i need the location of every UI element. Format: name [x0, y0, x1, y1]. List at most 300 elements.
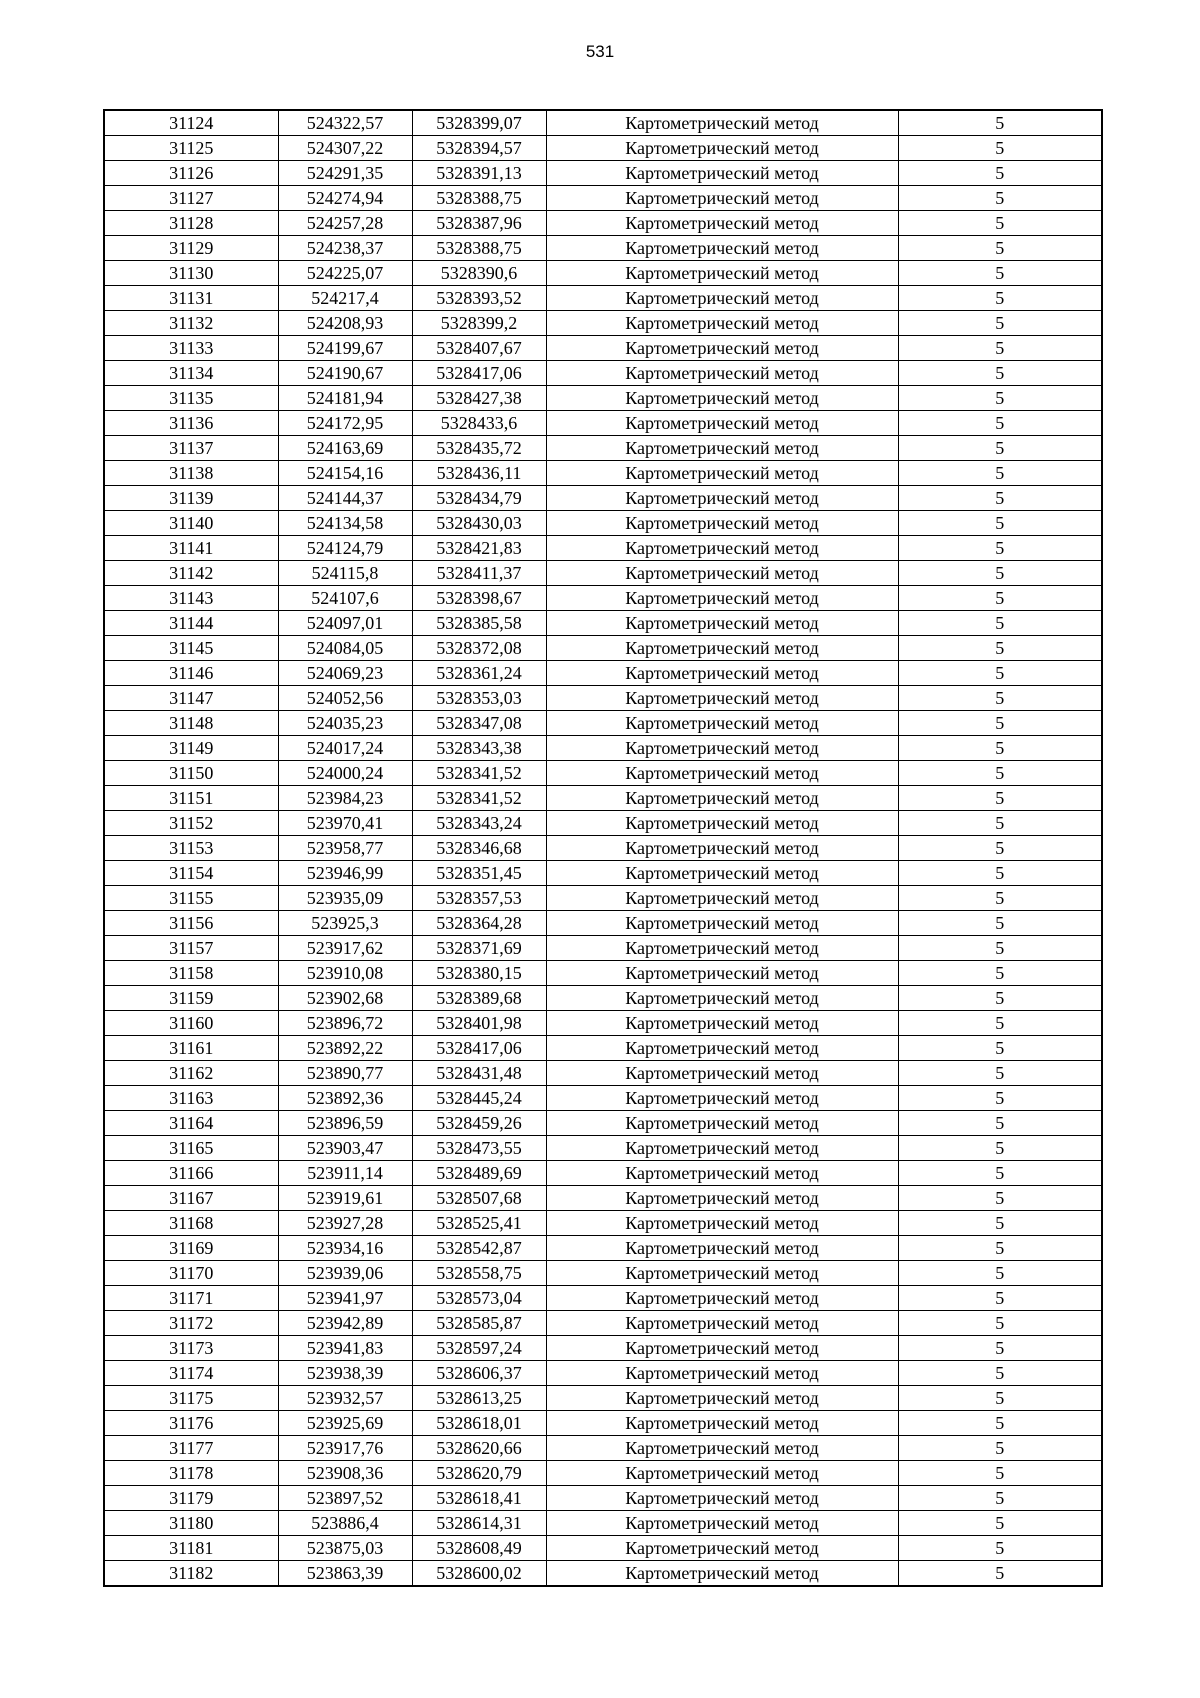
x-coordinate-cell: 523902,68: [278, 986, 412, 1011]
method-cell: Картометрический метод: [546, 1186, 898, 1211]
x-coordinate-cell: 524225,07: [278, 261, 412, 286]
method-cell: Картометрический метод: [546, 286, 898, 311]
point-number-cell: 31179: [104, 1486, 278, 1511]
accuracy-cell: 5: [898, 1561, 1102, 1587]
accuracy-cell: 5: [898, 711, 1102, 736]
x-coordinate-cell: 524322,57: [278, 110, 412, 136]
y-coordinate-cell: 5328391,13: [412, 161, 546, 186]
accuracy-cell: 5: [898, 211, 1102, 236]
table-row: [104, 861, 1102, 886]
table-row: [104, 1061, 1102, 1086]
table-row: [104, 110, 1102, 136]
accuracy-cell: 5: [898, 136, 1102, 161]
accuracy-cell: 5: [898, 1536, 1102, 1561]
table-row: [104, 461, 1102, 486]
table-row: [104, 386, 1102, 411]
accuracy-cell: 5: [898, 811, 1102, 836]
x-coordinate-cell: 524017,24: [278, 736, 412, 761]
point-number-cell: 31160: [104, 1011, 278, 1036]
x-coordinate-cell: 523910,08: [278, 961, 412, 986]
x-coordinate-cell: 524190,67: [278, 361, 412, 386]
x-coordinate-cell: 524163,69: [278, 436, 412, 461]
method-cell: Картометрический метод: [546, 836, 898, 861]
point-number-cell: 31128: [104, 211, 278, 236]
accuracy-cell: 5: [898, 1236, 1102, 1261]
table-row: [104, 1336, 1102, 1361]
accuracy-cell: 5: [898, 436, 1102, 461]
table-row: [104, 1436, 1102, 1461]
x-coordinate-cell: 523946,99: [278, 861, 412, 886]
x-coordinate-cell: 523938,39: [278, 1361, 412, 1386]
x-coordinate-cell: 523932,57: [278, 1386, 412, 1411]
point-number-cell: 31147: [104, 686, 278, 711]
accuracy-cell: 5: [898, 486, 1102, 511]
y-coordinate-cell: 5328620,66: [412, 1436, 546, 1461]
accuracy-cell: 5: [898, 1386, 1102, 1411]
method-cell: Картометрический метод: [546, 1061, 898, 1086]
point-number-cell: 31127: [104, 186, 278, 211]
table-row: [104, 1011, 1102, 1036]
y-coordinate-cell: 5328372,08: [412, 636, 546, 661]
method-cell: Картометрический метод: [546, 1211, 898, 1236]
x-coordinate-cell: 523896,59: [278, 1111, 412, 1136]
method-cell: Картометрический метод: [546, 1336, 898, 1361]
accuracy-cell: 5: [898, 1411, 1102, 1436]
y-coordinate-cell: 5328608,49: [412, 1536, 546, 1561]
y-coordinate-cell: 5328407,67: [412, 336, 546, 361]
table-row: [104, 436, 1102, 461]
method-cell: Картометрический метод: [546, 1361, 898, 1386]
method-cell: Картометрический метод: [546, 411, 898, 436]
point-number-cell: 31138: [104, 461, 278, 486]
method-cell: Картометрический метод: [546, 811, 898, 836]
method-cell: Картометрический метод: [546, 561, 898, 586]
method-cell: Картометрический метод: [546, 636, 898, 661]
table-row: [104, 586, 1102, 611]
x-coordinate-cell: 523927,28: [278, 1211, 412, 1236]
method-cell: Картометрический метод: [546, 861, 898, 886]
table-row: [104, 936, 1102, 961]
y-coordinate-cell: 5328343,38: [412, 736, 546, 761]
point-number-cell: 31172: [104, 1311, 278, 1336]
method-cell: Картометрический метод: [546, 736, 898, 761]
accuracy-cell: 5: [898, 1461, 1102, 1486]
x-coordinate-cell: 524291,35: [278, 161, 412, 186]
point-number-cell: 31139: [104, 486, 278, 511]
x-coordinate-cell: 524000,24: [278, 761, 412, 786]
accuracy-cell: 5: [898, 961, 1102, 986]
point-number-cell: 31141: [104, 536, 278, 561]
y-coordinate-cell: 5328606,37: [412, 1361, 546, 1386]
y-coordinate-cell: 5328507,68: [412, 1186, 546, 1211]
table-row: [104, 1211, 1102, 1236]
x-coordinate-cell: 523925,69: [278, 1411, 412, 1436]
x-coordinate-cell: 523942,89: [278, 1311, 412, 1336]
y-coordinate-cell: 5328411,37: [412, 561, 546, 586]
point-number-cell: 31168: [104, 1211, 278, 1236]
table-row: [104, 611, 1102, 636]
method-cell: Картометрический метод: [546, 211, 898, 236]
table-row: [104, 536, 1102, 561]
table-row: [104, 136, 1102, 161]
table-row: [104, 311, 1102, 336]
y-coordinate-cell: 5328436,11: [412, 461, 546, 486]
accuracy-cell: 5: [898, 1361, 1102, 1386]
y-coordinate-cell: 5328445,24: [412, 1086, 546, 1111]
y-coordinate-cell: 5328434,79: [412, 486, 546, 511]
y-coordinate-cell: 5328525,41: [412, 1211, 546, 1236]
point-number-cell: 31166: [104, 1161, 278, 1186]
accuracy-cell: 5: [898, 1311, 1102, 1336]
table-row: [104, 336, 1102, 361]
x-coordinate-cell: 524257,28: [278, 211, 412, 236]
y-coordinate-cell: 5328387,96: [412, 211, 546, 236]
method-cell: Картометрический метод: [546, 261, 898, 286]
y-coordinate-cell: 5328459,26: [412, 1111, 546, 1136]
y-coordinate-cell: 5328399,07: [412, 110, 546, 136]
accuracy-cell: 5: [898, 536, 1102, 561]
y-coordinate-cell: 5328380,15: [412, 961, 546, 986]
point-number-cell: 31136: [104, 411, 278, 436]
x-coordinate-cell: 523903,47: [278, 1136, 412, 1161]
y-coordinate-cell: 5328417,06: [412, 1036, 546, 1061]
point-number-cell: 31178: [104, 1461, 278, 1486]
point-number-cell: 31157: [104, 936, 278, 961]
y-coordinate-cell: 5328613,25: [412, 1386, 546, 1411]
x-coordinate-cell: 523958,77: [278, 836, 412, 861]
method-cell: Картометрический метод: [546, 511, 898, 536]
table-row: [104, 161, 1102, 186]
point-number-cell: 31148: [104, 711, 278, 736]
table-row: [104, 761, 1102, 786]
x-coordinate-cell: 524217,4: [278, 286, 412, 311]
accuracy-cell: 5: [898, 386, 1102, 411]
point-number-cell: 31151: [104, 786, 278, 811]
method-cell: Картометрический метод: [546, 686, 898, 711]
method-cell: Картометрический метод: [546, 1436, 898, 1461]
table-row: [104, 1511, 1102, 1536]
table-row: [104, 1461, 1102, 1486]
accuracy-cell: 5: [898, 1511, 1102, 1536]
accuracy-cell: 5: [898, 736, 1102, 761]
x-coordinate-cell: 523875,03: [278, 1536, 412, 1561]
x-coordinate-cell: 523892,22: [278, 1036, 412, 1061]
method-cell: Картометрический метод: [546, 386, 898, 411]
point-number-cell: 31124: [104, 110, 278, 136]
table-row: [104, 886, 1102, 911]
point-number-cell: 31182: [104, 1561, 278, 1587]
x-coordinate-cell: 524172,95: [278, 411, 412, 436]
accuracy-cell: 5: [898, 110, 1102, 136]
method-cell: Картометрический метод: [546, 1486, 898, 1511]
y-coordinate-cell: 5328399,2: [412, 311, 546, 336]
y-coordinate-cell: 5328361,24: [412, 661, 546, 686]
table-row: [104, 1086, 1102, 1111]
table-row: [104, 411, 1102, 436]
point-number-cell: 31176: [104, 1411, 278, 1436]
point-number-cell: 31181: [104, 1536, 278, 1561]
accuracy-cell: 5: [898, 836, 1102, 861]
y-coordinate-cell: 5328417,06: [412, 361, 546, 386]
table-row: [104, 1286, 1102, 1311]
table-row: [104, 186, 1102, 211]
accuracy-cell: 5: [898, 1336, 1102, 1361]
y-coordinate-cell: 5328430,03: [412, 511, 546, 536]
accuracy-cell: 5: [898, 361, 1102, 386]
point-number-cell: 31162: [104, 1061, 278, 1086]
y-coordinate-cell: 5328341,52: [412, 761, 546, 786]
x-coordinate-cell: 523934,16: [278, 1236, 412, 1261]
x-coordinate-cell: 524238,37: [278, 236, 412, 261]
table-row: [104, 1561, 1102, 1587]
x-coordinate-cell: 524084,05: [278, 636, 412, 661]
y-coordinate-cell: 5328398,67: [412, 586, 546, 611]
accuracy-cell: 5: [898, 936, 1102, 961]
point-number-cell: 31134: [104, 361, 278, 386]
table-row: [104, 211, 1102, 236]
accuracy-cell: 5: [898, 1136, 1102, 1161]
accuracy-cell: 5: [898, 1161, 1102, 1186]
accuracy-cell: 5: [898, 311, 1102, 336]
y-coordinate-cell: 5328421,83: [412, 536, 546, 561]
x-coordinate-cell: 523935,09: [278, 886, 412, 911]
table-row: [104, 1236, 1102, 1261]
y-coordinate-cell: 5328385,58: [412, 611, 546, 636]
accuracy-cell: 5: [898, 411, 1102, 436]
x-coordinate-cell: 523890,77: [278, 1061, 412, 1086]
x-coordinate-cell: 523925,3: [278, 911, 412, 936]
accuracy-cell: 5: [898, 986, 1102, 1011]
accuracy-cell: 5: [898, 1436, 1102, 1461]
point-number-cell: 31149: [104, 736, 278, 761]
point-number-cell: 31170: [104, 1261, 278, 1286]
method-cell: Картометрический метод: [546, 586, 898, 611]
y-coordinate-cell: 5328473,55: [412, 1136, 546, 1161]
y-coordinate-cell: 5328388,75: [412, 186, 546, 211]
y-coordinate-cell: 5328585,87: [412, 1311, 546, 1336]
point-number-cell: 31175: [104, 1386, 278, 1411]
table-row: [104, 1161, 1102, 1186]
point-number-cell: 31174: [104, 1361, 278, 1386]
x-coordinate-cell: 523941,97: [278, 1286, 412, 1311]
point-number-cell: 31146: [104, 661, 278, 686]
method-cell: Картометрический метод: [546, 1161, 898, 1186]
accuracy-cell: 5: [898, 911, 1102, 936]
y-coordinate-cell: 5328542,87: [412, 1236, 546, 1261]
accuracy-cell: 5: [898, 1211, 1102, 1236]
point-number-cell: 31167: [104, 1186, 278, 1211]
method-cell: Картометрический метод: [546, 886, 898, 911]
accuracy-cell: 5: [898, 561, 1102, 586]
x-coordinate-cell: 523917,62: [278, 936, 412, 961]
method-cell: Картометрический метод: [546, 1036, 898, 1061]
point-number-cell: 31126: [104, 161, 278, 186]
point-number-cell: 31131: [104, 286, 278, 311]
point-number-cell: 31177: [104, 1436, 278, 1461]
y-coordinate-cell: 5328347,08: [412, 711, 546, 736]
method-cell: Картометрический метод: [546, 911, 898, 936]
method-cell: Картометрический метод: [546, 761, 898, 786]
point-number-cell: 31154: [104, 861, 278, 886]
table-row: [104, 1036, 1102, 1061]
point-number-cell: 31152: [104, 811, 278, 836]
point-number-cell: 31164: [104, 1111, 278, 1136]
method-cell: Картометрический метод: [546, 1111, 898, 1136]
accuracy-cell: 5: [898, 761, 1102, 786]
y-coordinate-cell: 5328620,79: [412, 1461, 546, 1486]
y-coordinate-cell: 5328351,45: [412, 861, 546, 886]
method-cell: Картометрический метод: [546, 1386, 898, 1411]
y-coordinate-cell: 5328614,31: [412, 1511, 546, 1536]
y-coordinate-cell: 5328393,52: [412, 286, 546, 311]
point-number-cell: 31161: [104, 1036, 278, 1061]
point-number-cell: 31132: [104, 311, 278, 336]
accuracy-cell: 5: [898, 861, 1102, 886]
x-coordinate-cell: 524154,16: [278, 461, 412, 486]
point-number-cell: 31158: [104, 961, 278, 986]
table-row: [104, 561, 1102, 586]
method-cell: Картометрический метод: [546, 936, 898, 961]
x-coordinate-cell: 523939,06: [278, 1261, 412, 1286]
method-cell: Картометрический метод: [546, 361, 898, 386]
y-coordinate-cell: 5328600,02: [412, 1561, 546, 1587]
method-cell: Картометрический метод: [546, 1561, 898, 1587]
method-cell: Картометрический метод: [546, 1261, 898, 1286]
method-cell: Картометрический метод: [546, 1411, 898, 1436]
table-row: [104, 986, 1102, 1011]
x-coordinate-cell: 524144,37: [278, 486, 412, 511]
page-number: 531: [585, 42, 615, 61]
method-cell: Картометрический метод: [546, 1136, 898, 1161]
x-coordinate-cell: 524199,67: [278, 336, 412, 361]
accuracy-cell: 5: [898, 636, 1102, 661]
method-cell: Картометрический метод: [546, 1461, 898, 1486]
point-number-cell: 31180: [104, 1511, 278, 1536]
y-coordinate-cell: 5328433,6: [412, 411, 546, 436]
accuracy-cell: 5: [898, 161, 1102, 186]
y-coordinate-cell: 5328618,01: [412, 1411, 546, 1436]
point-number-cell: 31155: [104, 886, 278, 911]
y-coordinate-cell: 5328364,28: [412, 911, 546, 936]
x-coordinate-cell: 524052,56: [278, 686, 412, 711]
table-row: [104, 636, 1102, 661]
accuracy-cell: 5: [898, 1036, 1102, 1061]
y-coordinate-cell: 5328558,75: [412, 1261, 546, 1286]
y-coordinate-cell: 5328573,04: [412, 1286, 546, 1311]
point-number-cell: 31165: [104, 1136, 278, 1161]
point-number-cell: 31145: [104, 636, 278, 661]
x-coordinate-cell: 524274,94: [278, 186, 412, 211]
table-row: [104, 286, 1102, 311]
method-cell: Картометрический метод: [546, 986, 898, 1011]
accuracy-cell: 5: [898, 1111, 1102, 1136]
point-number-cell: 31150: [104, 761, 278, 786]
accuracy-cell: 5: [898, 586, 1102, 611]
x-coordinate-cell: 523917,76: [278, 1436, 412, 1461]
table-row: [104, 361, 1102, 386]
table-row: [104, 1386, 1102, 1411]
accuracy-cell: 5: [898, 511, 1102, 536]
table-row: [104, 961, 1102, 986]
table-row: [104, 1186, 1102, 1211]
table-row: [104, 1536, 1102, 1561]
y-coordinate-cell: 5328341,52: [412, 786, 546, 811]
point-number-cell: 31143: [104, 586, 278, 611]
table-row: [104, 1411, 1102, 1436]
accuracy-cell: 5: [898, 611, 1102, 636]
method-cell: Картометрический метод: [546, 236, 898, 261]
method-cell: Картометрический метод: [546, 1311, 898, 1336]
method-cell: Картометрический метод: [546, 136, 898, 161]
table-row: [104, 786, 1102, 811]
accuracy-cell: 5: [898, 886, 1102, 911]
table-row: [104, 236, 1102, 261]
x-coordinate-cell: 524181,94: [278, 386, 412, 411]
coordinates-table-body: [104, 110, 1102, 1586]
y-coordinate-cell: 5328435,72: [412, 436, 546, 461]
x-coordinate-cell: 524097,01: [278, 611, 412, 636]
y-coordinate-cell: 5328431,48: [412, 1061, 546, 1086]
x-coordinate-cell: 524035,23: [278, 711, 412, 736]
table-row: [104, 486, 1102, 511]
x-coordinate-cell: 523886,4: [278, 1511, 412, 1536]
table-row: [104, 661, 1102, 686]
x-coordinate-cell: 523970,41: [278, 811, 412, 836]
method-cell: Картометрический метод: [546, 1511, 898, 1536]
x-coordinate-cell: 524134,58: [278, 511, 412, 536]
accuracy-cell: 5: [898, 1086, 1102, 1111]
point-number-cell: 31144: [104, 611, 278, 636]
method-cell: Картометрический метод: [546, 1236, 898, 1261]
accuracy-cell: 5: [898, 686, 1102, 711]
y-coordinate-cell: 5328427,38: [412, 386, 546, 411]
accuracy-cell: 5: [898, 236, 1102, 261]
table-row: [104, 1361, 1102, 1386]
method-cell: Картометрический метод: [546, 186, 898, 211]
point-number-cell: 31169: [104, 1236, 278, 1261]
point-number-cell: 31137: [104, 436, 278, 461]
x-coordinate-cell: 523941,83: [278, 1336, 412, 1361]
accuracy-cell: 5: [898, 286, 1102, 311]
accuracy-cell: 5: [898, 461, 1102, 486]
x-coordinate-cell: 523897,52: [278, 1486, 412, 1511]
y-coordinate-cell: 5328343,24: [412, 811, 546, 836]
y-coordinate-cell: 5328489,69: [412, 1161, 546, 1186]
coordinates-table: [103, 109, 1103, 1587]
accuracy-cell: 5: [898, 186, 1102, 211]
x-coordinate-cell: 523911,14: [278, 1161, 412, 1186]
table-row: [104, 1111, 1102, 1136]
table-row: [104, 911, 1102, 936]
table-row: [104, 511, 1102, 536]
method-cell: Картометрический метод: [546, 336, 898, 361]
y-coordinate-cell: 5328357,53: [412, 886, 546, 911]
point-number-cell: 31135: [104, 386, 278, 411]
table-row: [104, 1136, 1102, 1161]
y-coordinate-cell: 5328353,03: [412, 686, 546, 711]
method-cell: Картометрический метод: [546, 536, 898, 561]
x-coordinate-cell: 524115,8: [278, 561, 412, 586]
accuracy-cell: 5: [898, 1286, 1102, 1311]
x-coordinate-cell: 524124,79: [278, 536, 412, 561]
table-row: [104, 711, 1102, 736]
table-row: [104, 736, 1102, 761]
method-cell: Картометрический метод: [546, 1011, 898, 1036]
table-row: [104, 261, 1102, 286]
method-cell: Картометрический метод: [546, 110, 898, 136]
accuracy-cell: 5: [898, 336, 1102, 361]
table-row: [104, 836, 1102, 861]
